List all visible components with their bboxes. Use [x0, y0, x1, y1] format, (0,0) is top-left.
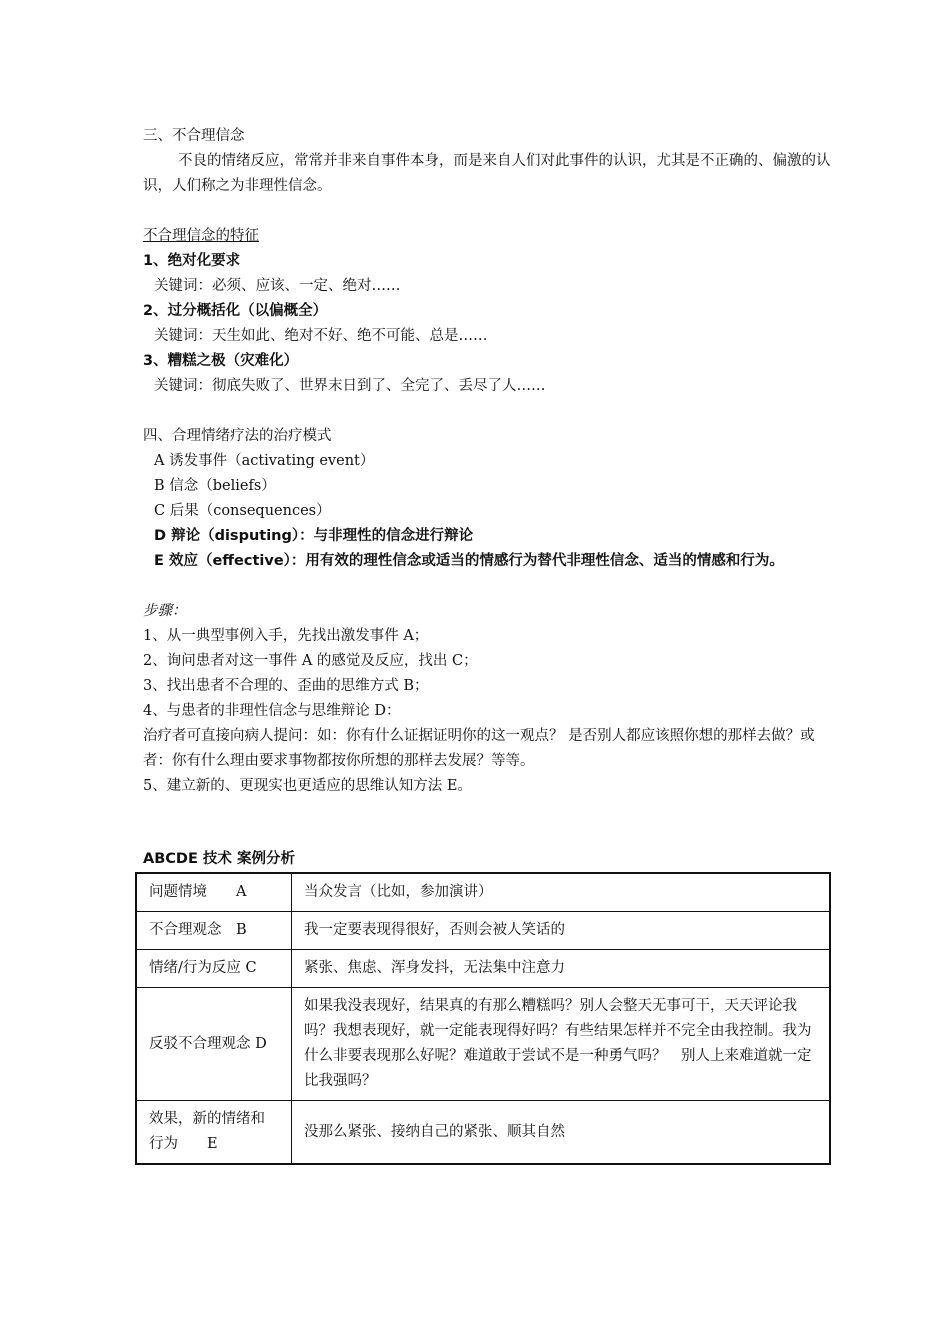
row-content: 我一定要表现得很好，否则会被人笑话的 [292, 912, 831, 950]
feature-1-keywords: 关键词：必须、应该、一定、绝对…… [154, 278, 401, 294]
section-4-heading: 四、合理情绪疗法的治疗模式 [143, 428, 332, 444]
row-content: 紧张、焦虑、浑身发抖，无法集中注意力 [292, 950, 831, 988]
row-label: 不合理观念 B [136, 912, 292, 950]
row-label: 问题情境 A [136, 873, 292, 912]
table-row [136, 950, 830, 988]
model-a: A 诱发事件（activating event） [154, 453, 375, 469]
model-e: E 效应（effective）：用有效的理性信念或适当的情感行为替代非理性信念、适当的情感和行为。 [154, 553, 784, 569]
feature-2-keywords: 关键词：天生如此、绝对不好、绝不可能、总是…… [154, 328, 488, 344]
model-b: B 信念（beliefs） [154, 478, 276, 494]
row-content: 如果我没表现好，结果真的有那么糟糕吗？别人会整天无事可干，天天评论我吗？我想表现好，就一定能表现得好吗？有些结果怎样并不完全由我控制。我为什么非要表现那么好呢？难道敢于尝试不是一种勇气吗？ 别人上来难道就一定比我强吗？ [292, 988, 831, 1101]
step-1: 1、从一典型事例入手，先找出激发事件 A； [143, 628, 429, 644]
model-d: D 辩论（disputing）：与非理性的信念进行辩论 [154, 528, 474, 544]
feature-3-keywords: 关键词：彻底失败了、世界末日到了、全完了、丢尽了人…… [154, 378, 546, 394]
step-5: 5、建立新的、更现实也更适应的思维认知方法 E。 [143, 778, 472, 794]
step-2: 2、询问患者对这一事件 A 的感觉及反应，找出 C； [143, 653, 478, 669]
spacer [143, 199, 833, 224]
table-row [136, 1101, 830, 1165]
spacer [143, 399, 833, 424]
case-analysis-table [135, 872, 831, 1165]
row-content: 当众发言（比如，参加演讲） [292, 873, 831, 912]
therapist-questions: 治疗者可直接向病人提问：如：你有什么证据证明你的这一观点？ 是否别人都应该照你想的那样去做？或者：你有什么理由要求事物都按你所想的那样去发展？等等。 [143, 728, 815, 769]
feature-1-heading: 1、绝对化要求 [143, 253, 241, 269]
step-4: 4、与患者的非理性信念与思维辩论 D： [143, 703, 401, 719]
model-c: C 后果（consequences） [154, 503, 331, 519]
step-3: 3、找出患者不合理的、歪曲的思维方式 B； [143, 678, 429, 694]
feature-2-heading: 2、过分概括化（以偏概全） [143, 303, 328, 319]
row-label: 情绪/行为反应 C [136, 950, 292, 988]
features-title: 不合理信念的特征 [143, 228, 259, 244]
table-row [136, 988, 830, 1101]
row-label: 效果，新的情绪和行为 E [136, 1101, 292, 1165]
document-body [143, 124, 833, 799]
section-3-paragraph: 不良的情绪反应，常常并非来自事件本身，而是来自人们对此事件的认识，尤其是不正确的、偏激的认识，人们称之为非理性信念。 [143, 153, 831, 194]
feature-3-heading: 3、糟糕之极（灾难化） [143, 353, 299, 369]
table-row [136, 912, 830, 950]
spacer [143, 574, 833, 599]
section-3-heading: 三、不合理信念 [143, 128, 245, 144]
steps-title: 步骤： [143, 603, 187, 619]
case-analysis-title: ABCDE 技术 案例分析 [143, 851, 295, 867]
table-row [136, 873, 830, 912]
row-label: 反驳不合理观念 D [136, 988, 292, 1101]
row-content: 没那么紧张、接纳自己的紧张、顺其自然 [292, 1101, 831, 1165]
